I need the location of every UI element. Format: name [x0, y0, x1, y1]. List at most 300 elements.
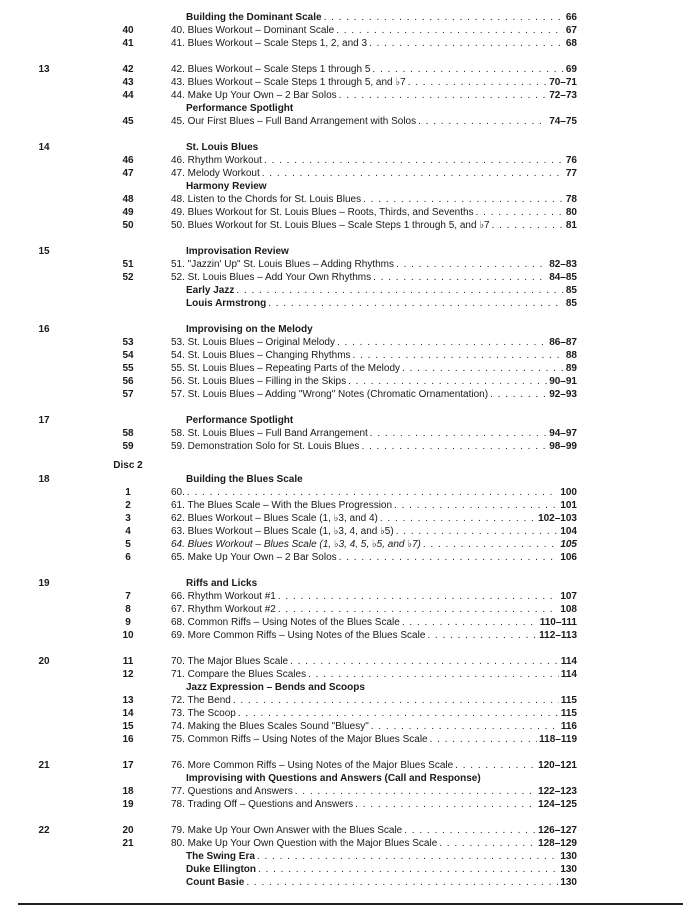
track-number: 44 — [122, 90, 134, 101]
toc-row — [0, 694, 700, 707]
page-number: 92–93 — [549, 389, 577, 400]
page-number: 76 — [565, 155, 577, 166]
toc-row — [0, 850, 700, 863]
page-number: 85 — [565, 298, 577, 309]
toc-row — [0, 499, 700, 512]
entry-title: 80. Make Up Your Own Question with the Major Blues Scale — [171, 838, 438, 849]
section-heading: Improvising on the Melody — [186, 324, 313, 335]
entry-title: 51. "Jazzin' Up" St. Louis Blues – Adding Rhythms — [171, 259, 395, 270]
dot-leader — [371, 720, 559, 733]
page-number: 115 — [560, 708, 577, 719]
entry-title: 76. More Common Riffs – Using Notes of the Major Blues Scale — [171, 760, 454, 771]
entry-title: 68. Common Riffs – Using Notes of the Blues Scale — [171, 617, 400, 628]
page-number: 118–119 — [539, 734, 577, 745]
dot-leader — [394, 499, 558, 512]
dot-leader — [372, 63, 563, 76]
dot-leader — [402, 616, 538, 629]
subtopic-entry[interactable] — [186, 863, 577, 876]
entry-title: 53. St. Louis Blues – Original Melody — [171, 337, 335, 348]
dot-leader — [423, 538, 558, 551]
track-number: 56 — [122, 376, 134, 387]
toc-row — [0, 590, 700, 603]
toc-entry[interactable] — [171, 76, 577, 89]
toc-row — [0, 772, 700, 785]
track-number: 48 — [122, 194, 134, 205]
page-number: 84–85 — [549, 272, 577, 283]
toc-row — [0, 167, 700, 180]
dot-leader — [238, 707, 559, 720]
toc-entry[interactable] — [171, 655, 577, 668]
track-number: 8 — [125, 604, 131, 615]
toc-entry[interactable] — [171, 629, 577, 642]
dot-leader — [492, 219, 564, 232]
toc-entry[interactable] — [171, 89, 577, 102]
dot-leader — [348, 375, 547, 388]
entry-title: 59. Demonstration Solo for St. Louis Blues — [171, 441, 360, 452]
track-number: 46 — [122, 155, 134, 166]
toc-entry[interactable] — [171, 193, 577, 206]
toc-entry[interactable] — [171, 824, 577, 837]
page-number: 80 — [565, 207, 577, 218]
toc-row — [0, 720, 700, 733]
entry-title: 70. The Major Blues Scale — [171, 656, 289, 667]
toc-entry[interactable] — [171, 375, 577, 388]
section-heading: Building the Blues Scale — [186, 474, 303, 485]
page-number: 94–97 — [549, 428, 577, 439]
dot-leader — [439, 837, 536, 850]
dot-leader — [361, 440, 547, 453]
toc-row — [0, 824, 700, 837]
dot-leader — [246, 876, 558, 889]
toc-row — [0, 63, 700, 76]
page-number: 77 — [565, 168, 577, 179]
page-number: 72–73 — [549, 90, 577, 101]
entry-title: 44. Make Up Your Own – 2 Bar Solos — [171, 90, 337, 101]
lesson-number: 17 — [38, 415, 50, 426]
toc-row — [0, 349, 700, 362]
entry-title: 56. St. Louis Blues – Filling in the Skips — [171, 376, 347, 387]
dot-leader — [324, 11, 564, 24]
toc-row — [0, 76, 700, 89]
dot-leader — [455, 759, 536, 772]
toc-row — [0, 336, 700, 349]
lesson-number: 20 — [38, 656, 50, 667]
dot-leader — [430, 733, 538, 746]
toc-entry[interactable] — [171, 733, 577, 746]
dot-leader — [396, 258, 547, 271]
track-number: 21 — [122, 838, 134, 849]
entry-title: 65. Make Up Your Own – 2 Bar Solos — [171, 552, 337, 563]
toc-entry[interactable] — [171, 499, 577, 512]
toc-row — [0, 414, 700, 427]
toc-row — [0, 525, 700, 538]
dot-leader — [257, 850, 558, 863]
subtopic-entry[interactable] — [186, 284, 577, 297]
entry-title: 74. Making the Blues Scales Sound "Bluesy" — [171, 721, 369, 732]
toc-row — [0, 798, 700, 811]
toc-row — [0, 180, 700, 193]
toc-entry[interactable] — [171, 707, 577, 720]
page-number: 116 — [560, 721, 577, 732]
toc-entry[interactable] — [171, 440, 577, 453]
dot-leader — [476, 206, 564, 219]
entry-title: 73. The Scoop — [171, 708, 236, 719]
toc-row — [0, 459, 700, 472]
track-number: 51 — [122, 259, 134, 270]
page-number: 86–87 — [549, 337, 577, 348]
toc-row — [0, 375, 700, 388]
entry-heading: Louis Armstrong — [186, 298, 267, 309]
toc-row — [0, 271, 700, 284]
track-number: 10 — [122, 630, 134, 641]
entry-title: 41. Blues Workout – Scale Steps 1, 2, and 3 — [171, 38, 368, 49]
entry-title: 69. More Common Riffs – Using Notes of the Blues Scale — [171, 630, 426, 641]
dot-leader — [408, 76, 548, 89]
toc-entry[interactable] — [171, 154, 577, 167]
dot-leader — [264, 154, 564, 167]
toc-row — [0, 297, 700, 310]
track-number: 17 — [122, 760, 134, 771]
page-number: 70–71 — [549, 77, 577, 88]
dot-leader — [295, 785, 536, 798]
page-number: 115 — [560, 695, 577, 706]
toc-entry[interactable] — [171, 167, 577, 180]
toc-entry[interactable] — [171, 486, 577, 499]
dot-leader — [370, 427, 547, 440]
dot-leader — [278, 590, 558, 603]
toc-entry[interactable] — [171, 206, 577, 219]
toc-row — [0, 37, 700, 50]
toc-row — [0, 551, 700, 564]
dot-leader — [402, 362, 564, 375]
section-heading: Improvisation Review — [186, 246, 289, 257]
entry-title: 72. The Bend — [171, 695, 231, 706]
dot-leader — [278, 603, 558, 616]
toc-row — [0, 24, 700, 37]
page-number: 110–111 — [539, 617, 577, 628]
toc-entry[interactable] — [171, 798, 577, 811]
page-number: 100 — [560, 487, 577, 498]
entry-title: 64. Blues Workout – Blues Scale (1, ♭3, 4, 5, ♭5, and ♭7) — [171, 539, 421, 550]
entry-title: 61. The Blues Scale – With the Blues Progression — [171, 500, 393, 511]
track-number: 59 — [122, 441, 134, 452]
dot-leader — [262, 167, 564, 180]
toc-entry[interactable] — [171, 37, 577, 50]
toc-entry[interactable] — [171, 616, 577, 629]
track-number: 20 — [122, 825, 134, 836]
entry-title: 43. Blues Workout – Scale Steps 1 through 5, and ♭7 — [171, 77, 406, 88]
track-number: 14 — [122, 708, 134, 719]
toc-entry[interactable] — [171, 668, 577, 681]
track-number: 2 — [125, 500, 131, 511]
dot-leader — [418, 115, 547, 128]
section-heading[interactable] — [186, 11, 577, 24]
lesson-number: 14 — [38, 142, 50, 153]
page-number: 122–123 — [538, 786, 577, 797]
toc-row — [0, 388, 700, 401]
toc-entry[interactable] — [171, 785, 577, 798]
subtopic-entry[interactable] — [186, 297, 577, 310]
track-number: 11 — [122, 656, 134, 667]
entry-title: 47. Melody Workout — [171, 168, 260, 179]
toc-entry[interactable] — [171, 24, 577, 37]
track-number: 9 — [125, 617, 131, 628]
track-number: 3 — [125, 513, 131, 524]
track-number: 57 — [122, 389, 134, 400]
subtopic-entry[interactable] — [186, 876, 577, 889]
section-heading: Performance Spotlight — [186, 415, 294, 426]
page-number: 78 — [565, 194, 577, 205]
toc-entry[interactable] — [171, 271, 577, 284]
page-number: 102–103 — [538, 513, 577, 524]
toc-entry[interactable] — [171, 759, 577, 772]
dot-leader — [236, 284, 564, 297]
toc-entry[interactable] — [171, 694, 577, 707]
entry-heading: Duke Ellington — [186, 864, 256, 875]
lesson-number: 22 — [38, 825, 50, 836]
toc-row — [0, 629, 700, 642]
dot-leader — [308, 668, 559, 681]
entry-heading: Count Basie — [186, 877, 245, 888]
section-heading: St. Louis Blues — [186, 142, 259, 153]
entry-title: 45. Our First Blues – Full Band Arrangement with Solos — [171, 116, 417, 127]
lesson-number: 13 — [38, 64, 50, 75]
entry-title: 50. Blues Workout for St. Louis Blues – Scale Steps 1 through 5, and ♭7 — [171, 220, 490, 231]
entry-heading: The Swing Era — [186, 851, 255, 862]
track-number: 1 — [125, 487, 131, 498]
section-heading: Performance Spotlight — [186, 103, 294, 114]
track-number: 15 — [122, 721, 134, 732]
toc-entry[interactable] — [171, 720, 577, 733]
toc-row — [0, 323, 700, 336]
lesson-number: 21 — [38, 760, 50, 771]
toc-row — [0, 245, 700, 258]
track-number: 13 — [122, 695, 134, 706]
toc-entry[interactable] — [171, 837, 577, 850]
dot-leader — [233, 694, 559, 707]
track-number: 5 — [125, 539, 131, 550]
dot-leader — [373, 271, 547, 284]
track-number: 42 — [122, 64, 134, 75]
entry-title: 67. Rhythm Workout #2 — [171, 604, 276, 615]
toc-row — [0, 681, 700, 694]
track-number: 47 — [122, 168, 134, 179]
track-number: 55 — [122, 363, 134, 374]
page-number: 98–99 — [549, 441, 577, 452]
entry-title: 62. Blues Workout – Blues Scale (1, ♭3, and 4) — [171, 513, 378, 524]
toc-row — [0, 603, 700, 616]
page-number: 106 — [560, 552, 577, 563]
page-number: 101 — [560, 500, 577, 511]
page-number: 104 — [560, 526, 577, 537]
dot-leader — [336, 24, 564, 37]
toc-row — [0, 538, 700, 551]
track-number: 12 — [122, 669, 134, 680]
entry-title: 71. Compare the Blues Scales — [171, 669, 307, 680]
toc-row — [0, 440, 700, 453]
page-number: 67 — [565, 25, 577, 36]
track-number: 40 — [122, 25, 134, 36]
dot-leader — [187, 486, 558, 499]
toc-entry[interactable] — [171, 362, 577, 375]
dot-leader — [355, 798, 536, 811]
dot-leader — [337, 336, 547, 349]
toc-row — [0, 785, 700, 798]
entry-title: 78. Trading Off – Questions and Answers — [171, 799, 354, 810]
dot-leader — [380, 512, 536, 525]
track-number: 43 — [122, 77, 134, 88]
page-number: 126–127 — [538, 825, 577, 836]
lesson-number: 15 — [38, 246, 50, 257]
toc-row — [0, 154, 700, 167]
entry-title: 46. Rhythm Workout — [171, 155, 262, 166]
dot-leader — [353, 349, 564, 362]
toc-entry[interactable] — [171, 512, 577, 525]
lesson-number: 18 — [38, 474, 50, 485]
entry-title: 79. Make Up Your Own Answer with the Blues Scale — [171, 825, 403, 836]
toc-row — [0, 206, 700, 219]
dot-leader — [427, 629, 537, 642]
page-number: 130 — [560, 851, 577, 862]
page-number: 107 — [560, 591, 577, 602]
toc-row — [0, 655, 700, 668]
toc-entry[interactable] — [171, 63, 577, 76]
toc-row — [0, 115, 700, 128]
page-number: 108 — [560, 604, 577, 615]
toc-row — [0, 577, 700, 590]
subtopic-entry[interactable] — [186, 850, 577, 863]
page-number: 89 — [565, 363, 577, 374]
page-number: 128–129 — [538, 838, 577, 849]
track-number: 53 — [122, 337, 134, 348]
entry-title: 54. St. Louis Blues – Changing Rhythms — [171, 350, 351, 361]
disc-label: Disc 2 — [113, 460, 143, 471]
toc-row — [0, 102, 700, 115]
entry-title: 66. Rhythm Workout #1 — [171, 591, 276, 602]
lesson-number: 19 — [38, 578, 50, 589]
toc-row — [0, 362, 700, 375]
dot-leader — [396, 525, 559, 538]
entry-title: 63. Blues Workout – Blues Scale (1, ♭3, 4, and ♭5) — [171, 526, 394, 537]
dot-leader — [258, 863, 558, 876]
toc-row — [0, 876, 700, 889]
entry-title: 55. St. Louis Blues – Repeating Parts of the Melody — [171, 363, 401, 374]
toc-row — [0, 89, 700, 102]
toc-row — [0, 473, 700, 486]
track-number: 7 — [125, 591, 131, 602]
page-number: 90–91 — [549, 376, 577, 387]
entry-title: 60. — [171, 487, 185, 498]
toc-row — [0, 512, 700, 525]
toc-row — [0, 219, 700, 232]
track-number: 49 — [122, 207, 134, 218]
track-number: 6 — [125, 552, 131, 563]
track-number: 45 — [122, 116, 134, 127]
entry-title: 52. St. Louis Blues – Add Your Own Rhythms — [171, 272, 372, 283]
page-number: 81 — [565, 220, 577, 231]
page-number: 105 — [560, 539, 577, 550]
toc-entry[interactable] — [171, 388, 577, 401]
page-number: 85 — [565, 285, 577, 296]
toc-row — [0, 258, 700, 271]
track-number: 19 — [122, 799, 134, 810]
toc-row — [0, 837, 700, 850]
page-number: 130 — [560, 864, 577, 875]
page-number: 88 — [565, 350, 577, 361]
toc-entry[interactable] — [171, 258, 577, 271]
page-number: 66 — [565, 12, 577, 23]
toc-entry[interactable] — [171, 551, 577, 564]
toc-row — [0, 759, 700, 772]
toc-entry[interactable] — [171, 538, 577, 551]
toc-entry[interactable] — [171, 336, 577, 349]
page-number: 114 — [560, 656, 577, 667]
page-number: 114 — [560, 669, 577, 680]
page-number: 112–113 — [539, 630, 577, 641]
dot-leader — [339, 551, 559, 564]
dot-leader — [268, 297, 564, 310]
page-number: 68 — [565, 38, 577, 49]
lesson-number: 16 — [38, 324, 50, 335]
dot-leader — [363, 193, 564, 206]
track-number: 41 — [122, 38, 134, 49]
toc-row — [0, 11, 700, 24]
toc-entry[interactable] — [171, 603, 577, 616]
entry-title: 58. St. Louis Blues – Full Band Arrangement — [171, 428, 368, 439]
page-number: 69 — [565, 64, 577, 75]
toc-row — [0, 141, 700, 154]
toc-entry[interactable] — [171, 115, 577, 128]
toc-row — [0, 707, 700, 720]
dot-leader — [490, 388, 547, 401]
page-number: 82–83 — [549, 259, 577, 270]
toc-entry[interactable] — [171, 219, 577, 232]
entry-title: 40. Blues Workout – Dominant Scale — [171, 25, 335, 36]
section-heading: Riffs and Licks — [186, 578, 258, 589]
track-number: 52 — [122, 272, 134, 283]
page-number: 130 — [560, 877, 577, 888]
toc-row — [0, 486, 700, 499]
entry-title: 49. Blues Workout for St. Louis Blues – Roots, Thirds, and Sevenths — [171, 207, 474, 218]
dot-leader — [339, 89, 548, 102]
section-heading: Harmony Review — [186, 181, 267, 192]
bottom-rule — [18, 903, 683, 905]
entry-heading: Building the Dominant Scale — [186, 12, 322, 23]
dot-leader — [369, 37, 564, 50]
section-heading: Improvising with Questions and Answers (Call and Response) — [186, 773, 481, 784]
toc-entry[interactable] — [171, 427, 577, 440]
toc-entry[interactable] — [171, 349, 577, 362]
page-number: 74–75 — [549, 116, 577, 127]
section-heading: Jazz Expression – Bends and Scoops — [186, 682, 365, 693]
dot-leader — [290, 655, 559, 668]
toc-row — [0, 284, 700, 297]
track-number: 50 — [122, 220, 134, 231]
page-number: 124–125 — [538, 799, 577, 810]
entry-title: 48. Listen to the Chords for St. Louis Blues — [171, 194, 362, 205]
entry-title: 75. Common Riffs – Using Notes of the Major Blues Scale — [171, 734, 428, 745]
entry-title: 42. Blues Workout – Scale Steps 1 through 5 — [171, 64, 371, 75]
track-number: 54 — [122, 350, 134, 361]
toc-entry[interactable] — [171, 590, 577, 603]
toc-row — [0, 427, 700, 440]
toc-row — [0, 668, 700, 681]
toc-row — [0, 733, 700, 746]
track-number: 16 — [122, 734, 134, 745]
toc-entry[interactable] — [171, 525, 577, 538]
toc-row — [0, 193, 700, 206]
toc-row — [0, 616, 700, 629]
